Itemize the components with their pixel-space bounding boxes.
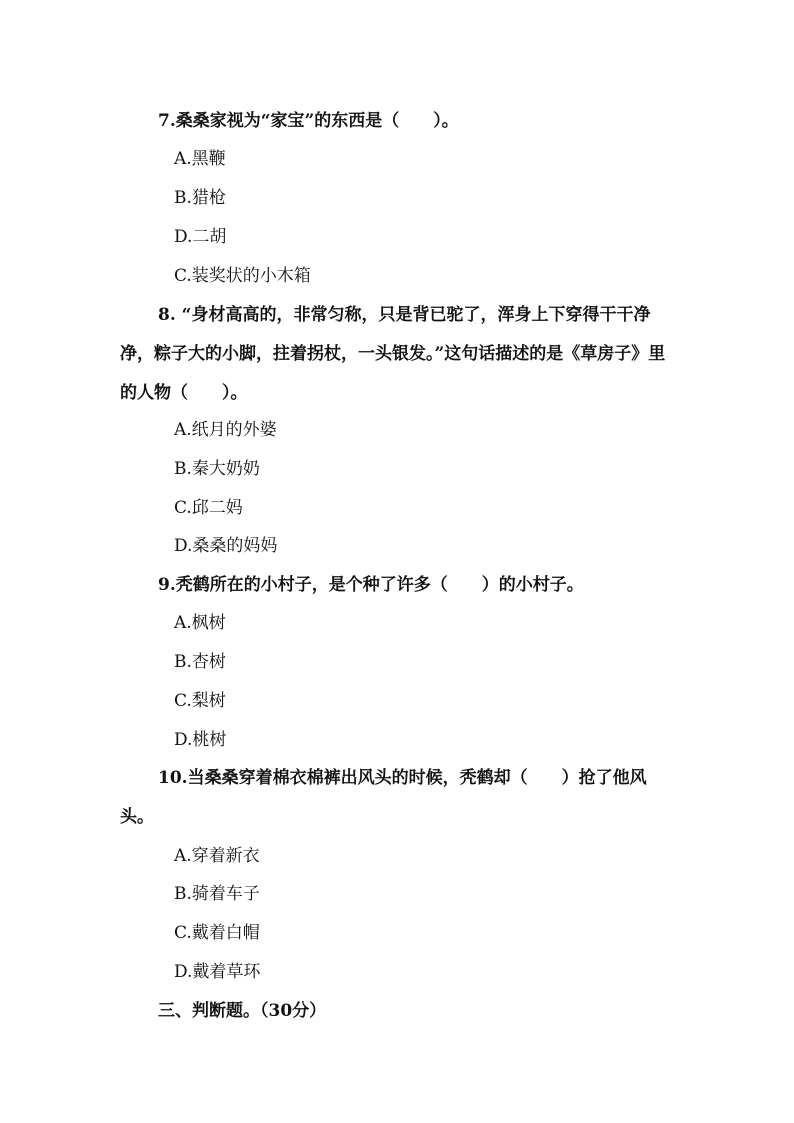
question-10-stem: 10.当桑桑穿着棉衣棉裤出风头的时候，秃鹤却（ ）抢了他风头。 [120, 768, 647, 827]
question-9-option-a: A.枫树 [174, 613, 226, 633]
question-8-stem: 8. “身材高高的，非常匀称，只是背已驼了，浑身上下穿得干干净净，粽子大的小脚，拄着拐杖，一头银发。”这句话描述的是《草房子》里的人物（ ）。 [120, 305, 666, 403]
question-7-option-d: D.二胡 [174, 227, 227, 247]
question-9-option-d: D.桃树 [174, 730, 227, 750]
question-7-option-a: A.黑鞭 [174, 149, 226, 169]
question-9-stem: 9.秃鹤所在的小村子，是个种了许多（ ）的小村子。 [158, 575, 584, 595]
question-7-option-c: C.装奖状的小木箱 [174, 266, 311, 286]
question-7-stem: 7.桑桑家视为“家宝”的东西是（ ）。 [158, 111, 459, 131]
question-8-option-a: A.纸月的外婆 [174, 420, 277, 440]
question-10-option-b: B.骑着车子 [174, 884, 260, 904]
question-8-option-d: D.桑桑的妈妈 [174, 536, 278, 556]
question-9-option-c: C.梨树 [174, 691, 226, 711]
section-heading-true-false: 三、判断题。（30分） [158, 1001, 327, 1021]
question-7-option-b: B.猎枪 [174, 188, 226, 208]
question-10-option-a: A.穿着新衣 [174, 846, 260, 866]
question-10-option-d: D.戴着草环 [174, 962, 261, 982]
question-10-option-c: C.戴着白帽 [174, 923, 260, 943]
question-8-option-c: C.邱二妈 [174, 498, 243, 518]
question-8-option-b: B.秦大奶奶 [174, 459, 260, 479]
question-9-option-b: B.杏树 [174, 652, 226, 672]
